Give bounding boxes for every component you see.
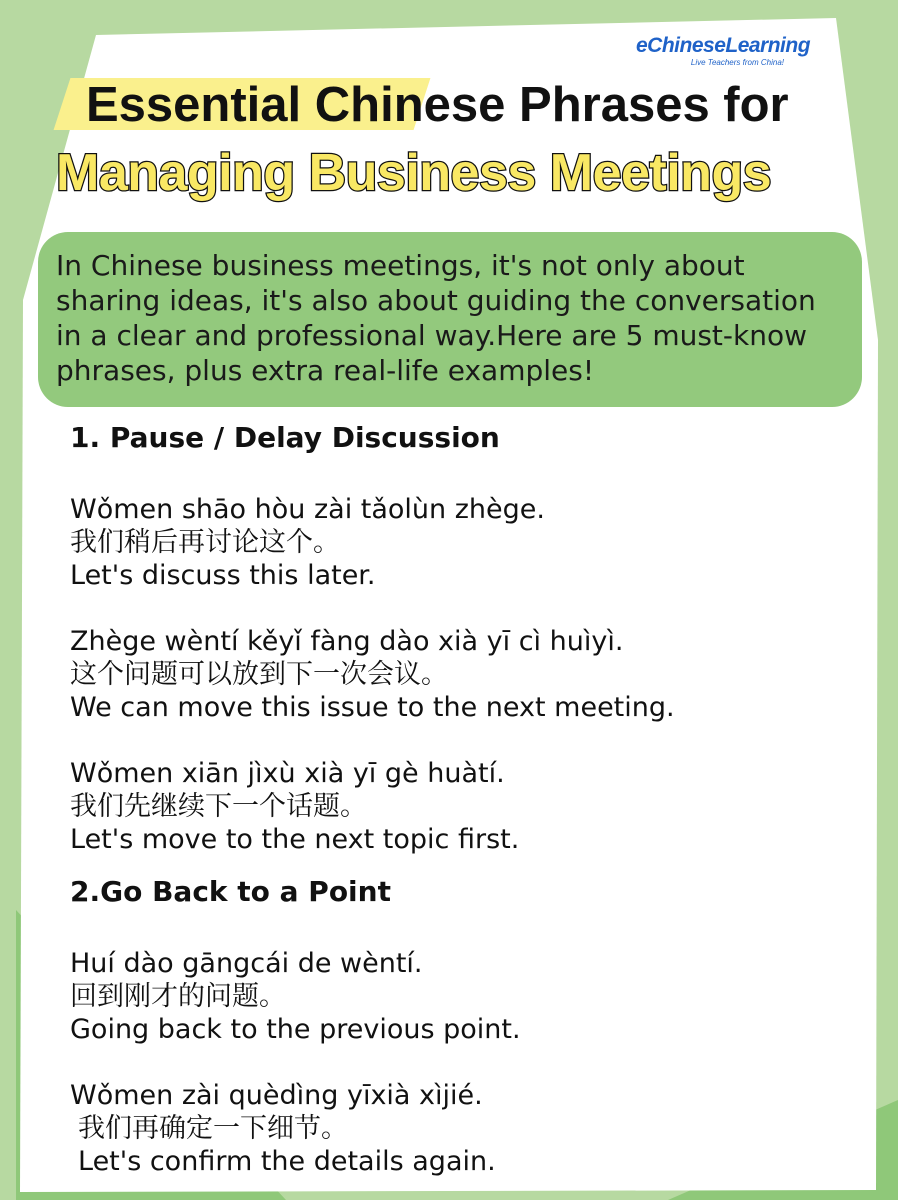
phrase-chinese: 我们再确定一下细节。 [78, 1113, 348, 1144]
phrase-item [70, 947, 860, 1046]
phrase-pinyin: Wǒmen xiān jìxù xià yī gè huàtí. [70, 758, 505, 789]
title-line-2: Managing Business Meetings [56, 144, 772, 202]
phrase-chinese: 我们稍后再讨论这个。 [70, 527, 340, 558]
phrase-pinyin: Zhège wèntí kěyǐ fàng dào xià yī cì huìyì. [70, 626, 624, 657]
phrase-english: Let's confirm the details again. [78, 1146, 496, 1177]
phrase-item [70, 757, 860, 856]
phrase-item [70, 625, 860, 724]
phrase-chinese: 这个问题可以放到下一次会议。 [70, 659, 448, 690]
title-line-1: Essential Chinese Phrases for [86, 78, 789, 132]
phrase-item [70, 1079, 860, 1178]
phrase-english: We can move this issue to the next meeting. [70, 692, 675, 723]
phrase-item [70, 493, 860, 592]
section-heading-go-back: 2.Go Back to a Point [70, 875, 391, 908]
intro-box: In Chinese business meetings, it's not only about sharing ideas, it's also about guiding the conversation in a clear and professional way.Here are 5 must-know phrases, plus extra real-life examples! [38, 232, 862, 407]
logo-name: eChineseLearning [636, 34, 811, 57]
phrase-english: Let's discuss this later. [70, 560, 376, 591]
logo-tagline: Live Teachers from China! [690, 58, 784, 67]
phrase-content [70, 420, 860, 1178]
phrase-chinese: 回到刚才的问题。 [70, 981, 286, 1012]
phrase-pinyin: Wǒmen zài quèdìng yīxià xìjié. [70, 1080, 483, 1111]
phrase-pinyin: Huí dào gāngcái de wèntí. [70, 948, 423, 979]
phrase-english: Let's move to the next topic first. [70, 824, 520, 855]
phrase-english: Going back to the previous point. [70, 1014, 521, 1045]
phrase-pinyin: Wǒmen shāo hòu zài tǎolùn zhège. [70, 494, 545, 525]
phrase-chinese: 我们先继续下一个话题。 [70, 791, 367, 822]
brand-logo [636, 34, 811, 67]
section-heading-pause: 1. Pause / Delay Discussion [70, 421, 500, 454]
